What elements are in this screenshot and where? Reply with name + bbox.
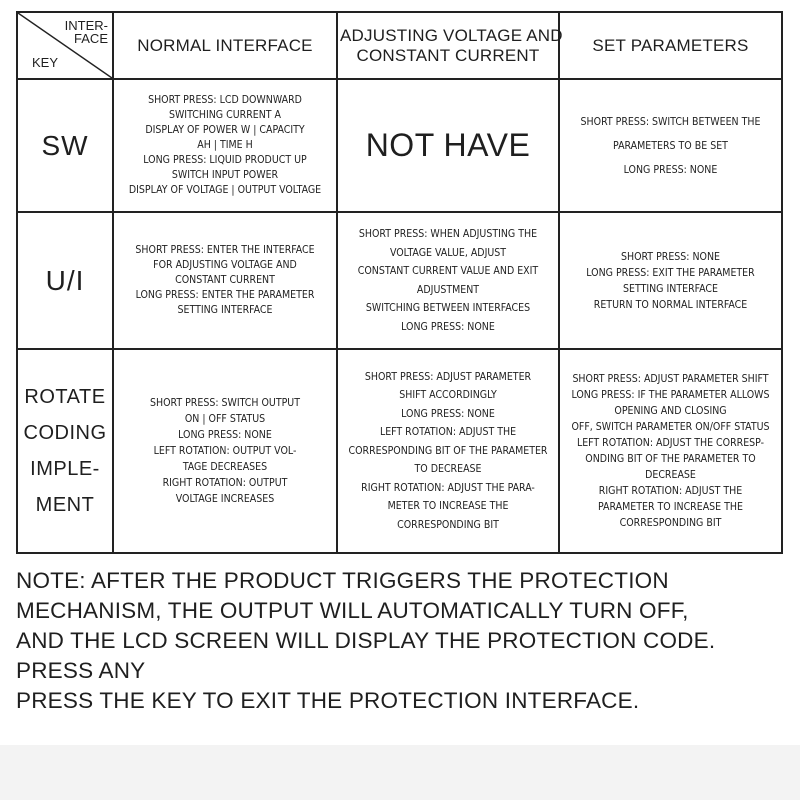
cell-rotate-adjust: SHORT PRESS: ADJUST PARAMETER SHIFT ACCORDINGLY LONG PRESS: NONE LEFT ROTATION: ADJUST THE CORRESPONDING BIT OF THE PARAMETER TO DECREASE RIGHT ROTATION: ADJUST THE PARA- METER TO INCREASE THE CORRESPONDING BIT (337, 349, 559, 553)
cell-sw-adjust: NOT HAVE (337, 79, 559, 212)
key-label-ui: U/I (17, 212, 113, 349)
note-line: MECHANISM, THE OUTPUT WILL AUTOMATICALLY TURN OFF, (16, 598, 689, 623)
cell-sw-normal: SHORT PRESS: LCD DOWNWARD SWITCHING CURRENT A DISPLAY OF POWER W | CAPACITY AH | TIME H LONG PRESS: LIQUID PRODUCT UP SWITCH INPUT POWER DISPLAY OF VOLTAGE | OUTPUT VOLTAGE (113, 79, 337, 212)
cell-ui-set: SHORT PRESS: NONE LONG PRESS: EXIT THE PARAMETER SETTING INTERFACE RETURN TO NORMAL INTERFACE (559, 212, 782, 349)
column-header-adjusting: ADJUSTING VOLTAGE AND CONSTANT CURRENT (337, 12, 559, 79)
cell-sw-set: SHORT PRESS: SWITCH BETWEEN THE PARAMETERS TO BE SET LONG PRESS: NONE (559, 79, 782, 212)
cell-rotate-set: SHORT PRESS: ADJUST PARAMETER SHIFT LONG PRESS: IF THE PARAMETER ALLOWS OPENING AND CLOSING OFF, SWITCH PARAMETER ON/OFF STATUS LEFT ROTATION: ADJUST THE CORRESP- ONDING BIT OF THE PARAMETER TO DECREASE RIGHT ROTATION: ADJUST THE PARAMETER TO INCREASE THE CORRESPONDING BIT (559, 349, 782, 553)
cell-ui-normal: SHORT PRESS: ENTER THE INTERFACE FOR ADJUSTING VOLTAGE AND CONSTANT CURRENT LONG PRESS: ENTER THE PARAMETER SETTING INTERFACE (113, 212, 337, 349)
row-ui (17, 212, 782, 349)
note-line: NOTE: AFTER THE PRODUCT TRIGGERS THE PROTECTION (16, 568, 669, 593)
row-rotate-coding (17, 349, 782, 553)
corner-interface-label: INTER- FACE (64, 18, 108, 46)
note-line: AND THE LCD SCREEN WILL DISPLAY THE PROTECTION CODE. (16, 628, 716, 653)
key-function-table (16, 11, 783, 554)
corner-header-cell (17, 12, 113, 79)
footer-band (0, 745, 800, 800)
protection-note (16, 566, 786, 716)
row-sw (17, 79, 782, 212)
key-label-sw: SW (17, 79, 113, 212)
key-label-rotate-coding: ROTATE CODING IMPLE- MENT (17, 349, 113, 553)
cell-rotate-normal: SHORT PRESS: SWITCH OUTPUT ON | OFF STATUS LONG PRESS: NONE LEFT ROTATION: OUTPUT VOL- TAGE DECREASES RIGHT ROTATION: OUTPUT VOLTAGE INCREASES (113, 349, 337, 553)
note-line: PRESS THE KEY TO EXIT THE PROTECTION INTERFACE. (16, 688, 640, 713)
column-header-set-parameters: SET PARAMETERS (559, 12, 782, 79)
header-row (17, 12, 782, 79)
cell-ui-adjust: SHORT PRESS: WHEN ADJUSTING THE VOLTAGE VALUE, ADJUST CONSTANT CURRENT VALUE AND EXIT ADJUSTMENT SWITCHING BETWEEN INTERFACES LONG PRESS: NONE (337, 212, 559, 349)
note-line: PRESS ANY (16, 658, 146, 683)
corner-key-label: KEY (32, 55, 59, 70)
column-header-normal-interface: NORMAL INTERFACE (113, 12, 337, 79)
